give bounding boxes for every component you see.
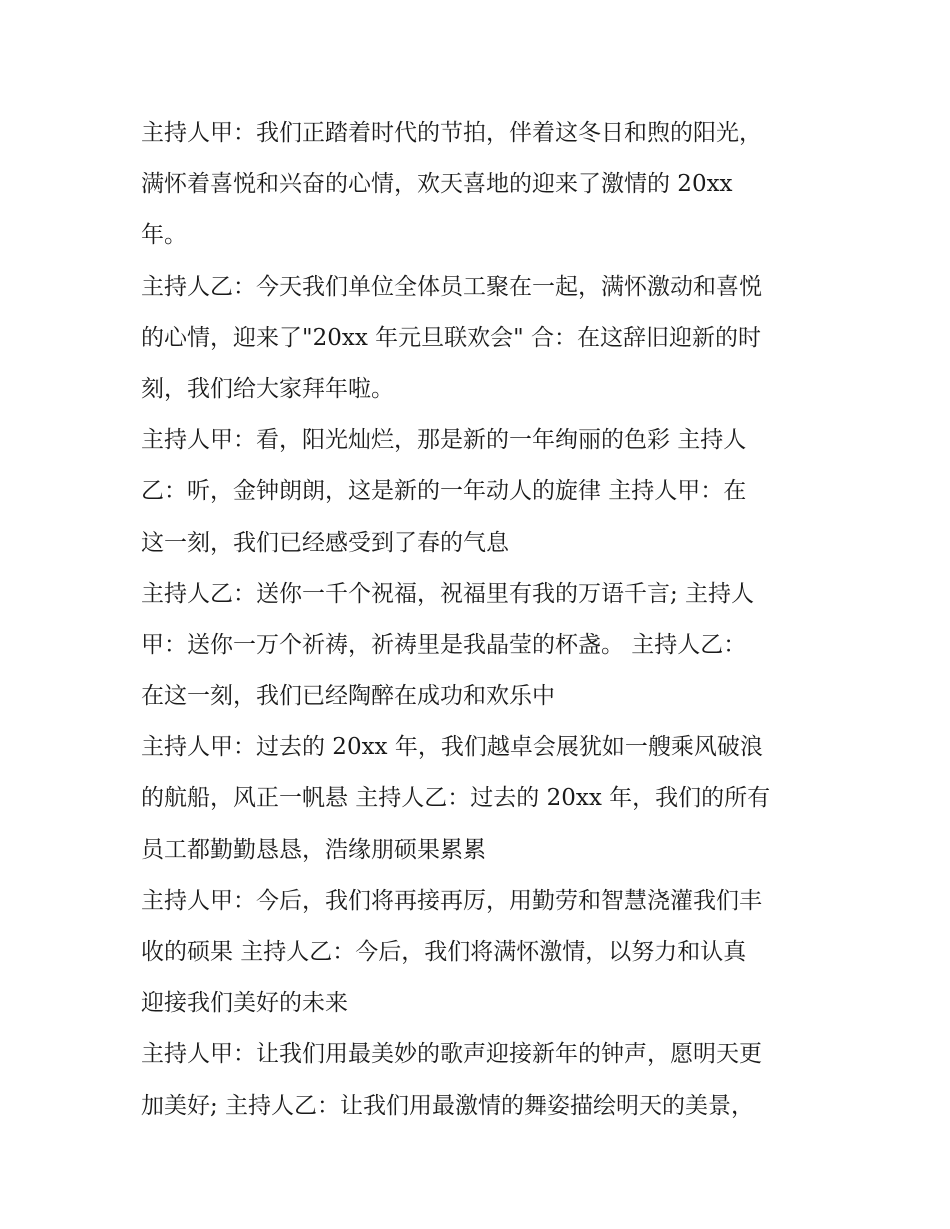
- text-line: 加美好; 主持人乙：让我们用最激情的舞姿描绘明天的美景，: [141, 1092, 755, 1119]
- text-line: 乙：听，金钟朗朗，这是新的一年动人的旋律 主持人甲：在: [141, 478, 747, 505]
- text-line: 主持人乙：今天我们单位全体员工聚在一起，满怀激动和喜悦: [141, 273, 762, 300]
- text-line: 的心情，迎来了"20xx 年元旦联欢会" 合：在这辞旧迎新的时: [141, 324, 761, 351]
- text-line: 主持人乙：送你一千个祝福，祝福里有我的万语千言; 主持人: [141, 580, 755, 607]
- text-line: 主持人甲：看，阳光灿烂，那是新的一年绚丽的色彩 主持人: [141, 427, 747, 454]
- text-line: 刻，我们给大家拜年啦。: [141, 375, 394, 402]
- text-line: 主持人甲：今后，我们将再接再厉，用勤劳和智慧浇灌我们丰: [141, 887, 762, 914]
- text-line: 年。: [141, 222, 187, 249]
- text-line: 主持人甲：我们正踏着时代的节拍，伴着这冬日和煦的阳光，: [141, 120, 762, 146]
- text-line: 甲：送你一万个祈祷，祈祷里是我晶莹的杯盏。 主持人乙：: [141, 631, 747, 658]
- text-line: 满怀着喜悦和兴奋的心情，欢天喜地的迎来了激情的 20xx: [141, 171, 733, 198]
- text-line: 收的硕果 主持人乙：今后，我们将满怀激情，以努力和认真: [141, 939, 747, 965]
- text-line: 这一刻，我们已经感受到了春的气息: [141, 529, 509, 556]
- text-line: 在这一刻，我们已经陶醉在成功和欢乐中: [141, 683, 555, 710]
- document-body: [141, 108, 821, 1132]
- text-line: 的航船，风正一帆悬 主持人乙：过去的 20xx 年，我们的所有: [141, 785, 771, 812]
- text-line: 主持人甲：让我们用最美妙的歌声迎接新年的钟声，愿明天更: [141, 1041, 762, 1068]
- text-line: 主持人甲：过去的 20xx 年，我们越卓会展犹如一艘乘风破浪: [141, 734, 763, 761]
- text-line: 迎接我们美好的未来: [141, 990, 348, 1017]
- text-line: 员工都勤勤恳恳，浩缘朋硕果累累: [141, 836, 486, 863]
